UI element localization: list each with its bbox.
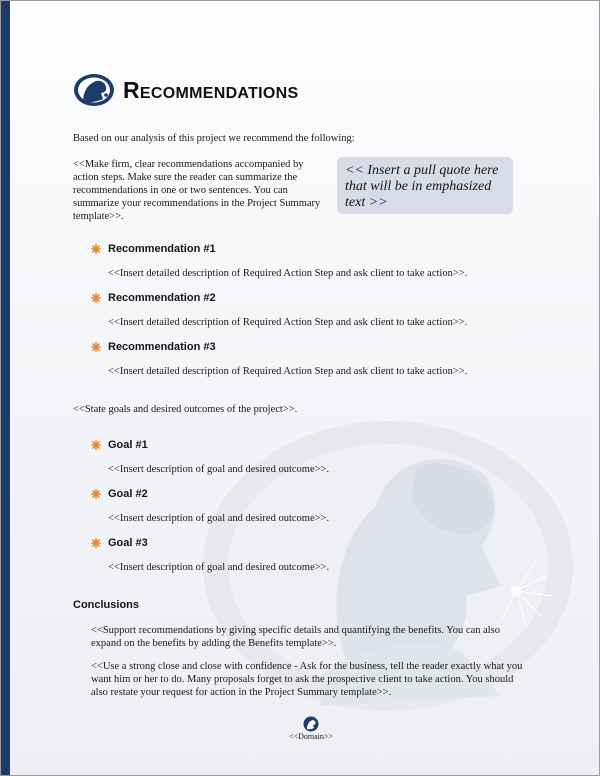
welder-logo-icon	[73, 73, 115, 107]
goal-item	[91, 439, 329, 476]
recommendation-label: Recommendation #3	[108, 341, 216, 353]
starburst-bullet-icon	[91, 538, 101, 548]
recommendation-description: <<Insert detailed description of Required Action Step and ask client to take action>>.	[108, 366, 468, 377]
recommendation-label: Recommendation #2	[108, 292, 216, 304]
goal-item	[91, 488, 329, 525]
conclusions-paragraph: <<Use a strong close and close with confidence - Ask for the business, tell the reader exactly what you want him or her to do. Many proposals forget to ask the prospective client to take action. You should also restate your request for action in the Project Summary template>>.	[91, 661, 523, 698]
goal-description: <<Insert description of goal and desired outcome>>.	[108, 513, 330, 524]
conclusions-heading: Conclusions	[73, 599, 140, 611]
starburst-bullet-icon	[91, 293, 101, 303]
recommendation-label: Recommendation #1	[108, 243, 216, 255]
intro-text: Based on our analysis of this project we recommend the following:	[73, 133, 355, 144]
welder-logo-icon	[303, 716, 319, 732]
footer-domain: <<Domain>>	[289, 732, 333, 741]
page-title: Recommendations	[123, 76, 299, 103]
goal-label: Goal #3	[108, 537, 148, 549]
recommendation-item	[91, 341, 467, 378]
recommendation-description: <<Insert detailed description of Required Action Step and ask client to take action>>.	[108, 268, 468, 279]
goal-label: Goal #2	[108, 488, 148, 500]
pull-quote: << Insert a pull quote here that will be in emphasized text >>	[337, 157, 513, 214]
recommendation-item	[91, 243, 467, 280]
starburst-bullet-icon	[91, 489, 101, 499]
page-header	[73, 73, 298, 107]
recommendation-item	[91, 292, 467, 329]
starburst-bullet-icon	[91, 342, 101, 352]
starburst-bullet-icon	[91, 244, 101, 254]
recommendation-description: <<Insert detailed description of Required Action Step and ask client to take action>>.	[108, 317, 468, 328]
goal-description: <<Insert description of goal and desired outcome>>.	[108, 464, 330, 475]
left-accent-bar	[1, 1, 10, 775]
goal-item	[91, 537, 329, 574]
goal-description: <<Insert description of goal and desired outcome>>.	[108, 562, 330, 573]
instructions-text: <<Make firm, clear recommendations accompanied by action steps. Make sure the reader can summarize the recommendations in one or two sentences. You can summarize your recommendations in the Project Summary template>>.	[73, 159, 321, 222]
starburst-bullet-icon	[91, 440, 101, 450]
goals-intro-text: <<State goals and desired outcomes of the project>>.	[73, 404, 298, 415]
goal-label: Goal #1	[108, 439, 148, 451]
conclusions-paragraph: <<Support recommendations by giving specific details and quantifying the benefits. You can also expand on the benefits by adding the Benefits template>>.	[91, 625, 501, 649]
